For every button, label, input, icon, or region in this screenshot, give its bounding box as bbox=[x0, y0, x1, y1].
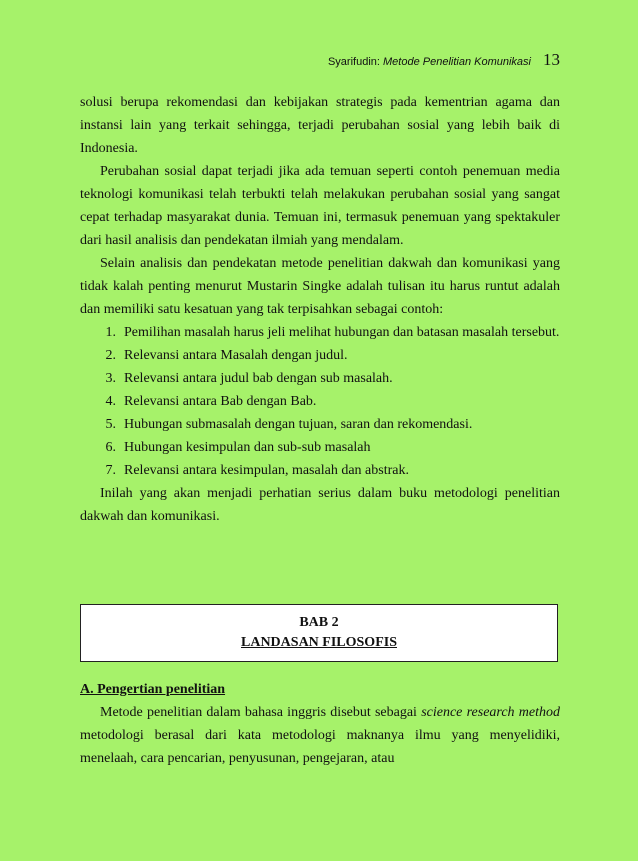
paragraph-2: Perubahan sosial dapat terjadi jika ada temuan seperti contoh penemuan media teknologi komunikasi telah terbukti telah melakukan perubahan sosial yang sangat cepat terhadap masyarakat dunia. Temuan ini, termasuk penemuan yang spektakuler dari hasil analisis dan pendekatan ilmiah yang mendalam. bbox=[80, 164, 560, 248]
list-text: Relevansi antara judul bab dengan sub masalah. bbox=[124, 371, 393, 386]
list-text: Relevansi antara kesimpulan, masalah dan abstrak. bbox=[124, 463, 409, 478]
list-number: 1. bbox=[105, 325, 116, 340]
list-item bbox=[80, 459, 560, 482]
list-item bbox=[80, 344, 560, 367]
body-text bbox=[80, 91, 560, 528]
list-text: Relevansi antara Bab dengan Bab. bbox=[124, 394, 317, 409]
header-book-title: Metode Penelitian Komunikasi bbox=[383, 56, 531, 68]
list-item bbox=[80, 390, 560, 413]
list-item bbox=[80, 436, 560, 459]
paragraph-1: solusi berupa rekomendasi dan kebijakan strategis pada kementrian agama dan instansi lain yang terkait sehingga, terjadi perubahan sosial yang lebih baik di Indonesia. bbox=[80, 95, 560, 156]
list-item bbox=[80, 367, 560, 390]
page-number: 13 bbox=[543, 50, 560, 69]
list-number: 2. bbox=[105, 348, 116, 363]
list-number: 4. bbox=[105, 394, 116, 409]
paragraph-4: Inilah yang akan menjadi perhatian serius dalam buku metodologi penelitian dakwah dan komunikasi. bbox=[80, 486, 560, 524]
numbered-list bbox=[80, 321, 560, 482]
list-text: Hubungan submasalah dengan tujuan, saran dan rekomendasi. bbox=[124, 417, 473, 432]
section-text-before: Metode penelitian dalam bahasa inggris disebut sebagai bbox=[100, 705, 422, 720]
list-item bbox=[80, 413, 560, 436]
paragraph-3: Selain analisis dan pendekatan metode penelitian dakwah dan komunikasi yang tidak kalah penting menurut Mustarin Singke adalah tulisan itu harus runtut adalah dan memiliki satu kesatuan yang tak terpisahkan sebagai contoh: bbox=[80, 256, 560, 317]
list-item bbox=[80, 321, 560, 344]
list-text: Relevansi antara Masalah dengan judul. bbox=[124, 348, 348, 363]
running-header bbox=[80, 50, 560, 70]
chapter-label: BAB 2 bbox=[299, 615, 339, 630]
section-a bbox=[80, 678, 560, 770]
list-text: Hubungan kesimpulan dan sub-sub masalah bbox=[124, 440, 371, 455]
section-italic-term: science research method bbox=[421, 705, 561, 720]
list-number: 6. bbox=[105, 440, 116, 455]
list-number: 5. bbox=[105, 417, 116, 432]
list-text: Pemilihan masalah harus jeli melihat hubungan dan batasan masalah tersebut. bbox=[124, 325, 560, 340]
header-author: Syarifudin: bbox=[327, 56, 380, 68]
list-number: 7. bbox=[105, 463, 116, 478]
running-header-text bbox=[328, 56, 531, 68]
section-paragraph bbox=[80, 701, 560, 770]
list-number: 3. bbox=[105, 371, 116, 386]
chapter-title: LANDASAN FILOSOFIS bbox=[241, 635, 397, 650]
section-text-after: metodologi berasal dari kata metodologi maknanya ilmu yang menyelidiki, menelaah, cara pencarian, penyusunan, pengejaran, atau bbox=[80, 728, 560, 766]
section-heading: A. Pengertian penelitian bbox=[80, 682, 226, 697]
chapter-box bbox=[80, 604, 558, 662]
